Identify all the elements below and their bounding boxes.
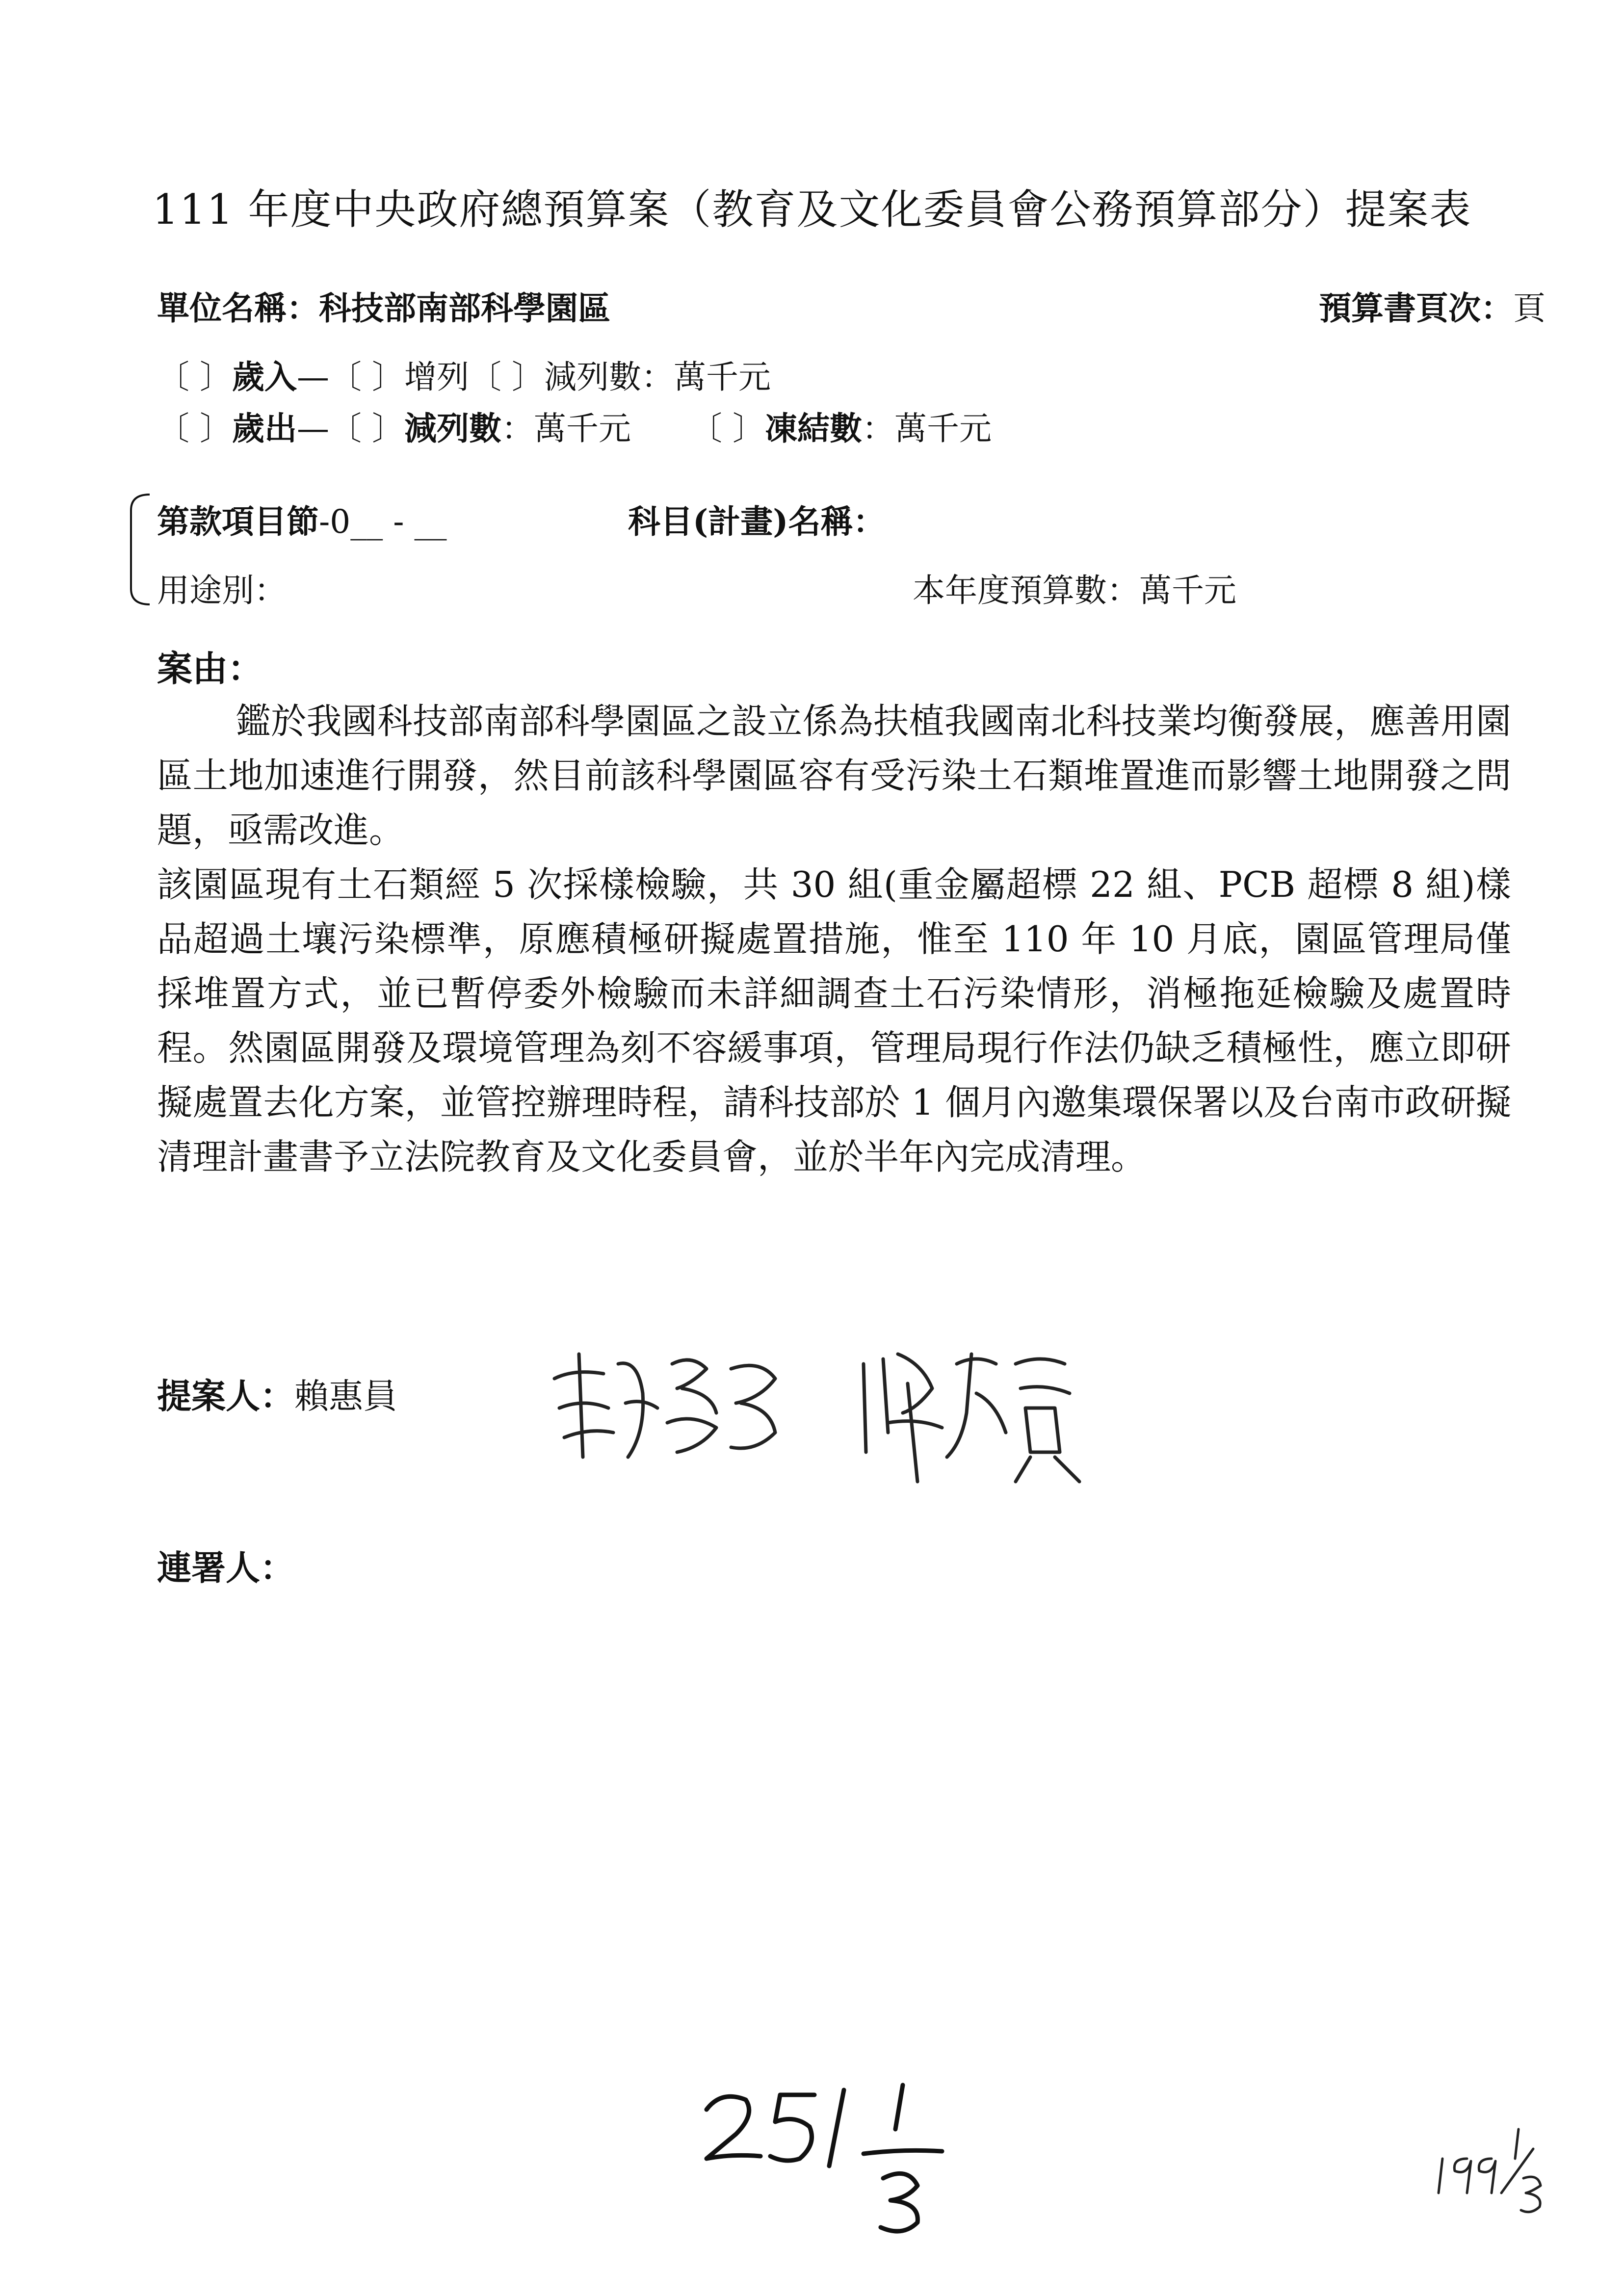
unit-line xyxy=(157,282,610,329)
revenue-decrease-label: 減列數：萬千元 xyxy=(544,358,771,396)
expenditure-dash: — xyxy=(296,410,329,447)
reason-label: 案由： xyxy=(157,648,263,689)
reason-paragraph: 該園區現有土石類經 5 次採樣檢驗，共 30 組(重金屬超標 22 組、PCB 超標 8 組)樣品超過土壤污染標準，原應積極研擬處置措施，惟至 110 年 10 月底，園區管理局僅採堆置方式，並已暫停委外檢驗而未詳細調查土石污染情形，消極拖延檢驗及處置時程。然園區開發及環境管理為刻不容緩事項，管理局現行作法仍缺乏積極性，應立即研擬處置去化方案，並管控辦理時程，請科技部於 1 個月內邀集環保署以及台南市政研擬清理計畫書予立法院教育及文化委員會，並於半年內完成清理。 xyxy=(157,864,1511,1177)
usage-label: 用途別： xyxy=(157,572,287,609)
budget-page-label: 預算書頁次： xyxy=(1319,289,1513,327)
page-title: 111 年度中央政府總預算案（教育及文化委員會公務預算部分）提案表 xyxy=(152,185,1472,234)
item-value: -0__ - __ xyxy=(319,503,447,541)
revenue-increase-label: 增列 xyxy=(404,358,469,396)
expenditure-checkbox: 〔 〕 xyxy=(157,410,232,447)
revenue-line xyxy=(157,351,771,397)
budget-page-line xyxy=(1319,282,1545,329)
revenue-checkbox: 〔 〕 xyxy=(157,358,232,396)
handwritten-corner-number-icon xyxy=(1433,2119,1550,2218)
revenue-increase-checkbox: 〔 〕 xyxy=(329,358,404,396)
budget-amount-label: 本年度預算數：萬千元 xyxy=(913,572,1236,609)
revenue-label: 歲入 xyxy=(232,358,297,396)
expenditure-freeze-value: ：萬千元 xyxy=(862,410,992,447)
revenue-dash: — xyxy=(296,358,329,396)
handwritten-signature-icon xyxy=(545,1334,1109,1491)
expenditure-freeze-checkbox: 〔 〕 xyxy=(689,410,765,447)
expenditure-line xyxy=(157,402,992,449)
expenditure-label: 歲出 xyxy=(232,409,297,447)
reason-paragraph: 鑑於我國科技部南部科學園區之設立係為扶植我國南北科技業均衡發展，應善用園區土地加速進行開發，然目前該科學園區容有受污染土石類堆置進而影響土地開發之問題，亟需改進。 xyxy=(157,701,1511,851)
reason-body xyxy=(157,694,1511,1184)
unit-name: 科技部南部科學園區 xyxy=(319,289,610,327)
expenditure-decrease-checkbox: 〔 〕 xyxy=(329,410,404,447)
proposer-line xyxy=(157,1369,397,1418)
proposer-label: 提案人： xyxy=(157,1376,294,1416)
subject-label: 科目(計畫)名稱： xyxy=(628,502,886,541)
revenue-decrease-checkbox: 〔 〕 xyxy=(469,358,544,396)
item-line xyxy=(157,496,447,542)
item-label: 第款項目節 xyxy=(157,502,319,541)
unit-label: 單位名稱： xyxy=(157,289,319,327)
budget-page-value: 頁 xyxy=(1513,289,1545,327)
cosigner-label: 連署人： xyxy=(157,1547,294,1588)
expenditure-decrease-label: 減列數 xyxy=(404,409,501,447)
expenditure-decrease-value: ：萬千元 xyxy=(501,410,631,447)
proposer-name: 賴惠員 xyxy=(294,1376,397,1416)
left-bracket-icon xyxy=(125,491,155,608)
expenditure-freeze-label: 凍結數 xyxy=(764,409,862,447)
handwritten-page-number-icon xyxy=(697,2075,971,2242)
